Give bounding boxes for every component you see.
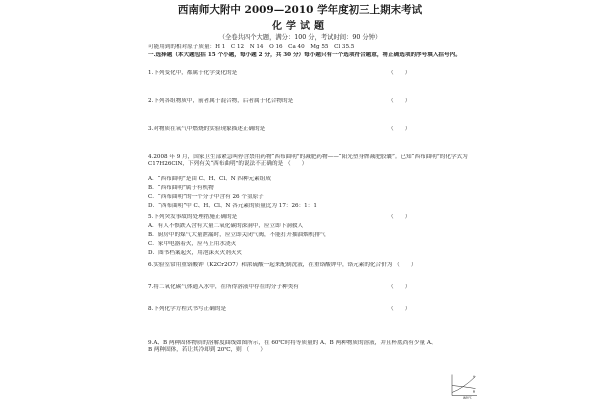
graph-x-label: 温度/℃ (463, 396, 472, 399)
question-1-stem: 1.下列变化中，都属于化学变化的是 （ ） (148, 70, 411, 76)
question-4-option-c: C．“西布曲明”的一个分子中含有 26 个氢原子 (148, 194, 264, 200)
exam-title: 西南师大附中 2009—2010 学年度初三上期末考试 (177, 4, 423, 16)
question-4-option-b: B．“西布曲明”属于有机物 (148, 185, 214, 191)
question-5-option-d: D．图书档案起火，用泡沫灭火剂灭火 (148, 250, 242, 256)
exam-subtitle: 化学试题 (272, 21, 328, 32)
question-7-stem: 7.将二氧化碳气体通入水中，在所得溶液中存在的分子种类有 （ ） (148, 284, 411, 290)
section1-heading: 一.选择题（本大题包括 15 个小题，每小题 2 分，共 30 分）每小题只有一个选项符合题意，将正确选项的序号填入括号内。 (148, 52, 461, 58)
curve-b-label: B (473, 389, 476, 394)
question-5-option-b: B．厨房中的煤气大量泄漏时，应立即关闭气阀，不能打开抽油烟机排气 (148, 232, 326, 238)
question-5-stem: 5.下列突发事故的处理措施正确的是 （ ） (148, 214, 411, 220)
question-4-stem: 4.2008 年 9 月，国家卫生部紧急叫停含禁用药物“西布曲明”的减肥药物——“阳光塑身牌减肥胶囊”。已知“西布曲明”的化学式为 C17H26ClN，下列有关“西布曲明”的说法不正确的是 （ ） (148, 154, 468, 167)
question-9-stem: 9.A、B 两种固体物质的溶解度曲线如图所示，在 60℃时将等质量的 A、B 两种物质的溶液，并且杯底尚有少量 A、B 两种固体，若让其冷却到 20℃，则 （ ） (148, 340, 437, 353)
question-6-stem: 6.实验室常用重铬酸钾（K2Cr2O7）和浓硫酸一起来配制洗液，在重铬酸钾中，铬元素的化合价为 （ ） (148, 262, 417, 268)
curve-a (452, 374, 476, 393)
solubility-curve-graph (448, 373, 478, 399)
question-4-option-a: A．“西布曲明”是由 C、H、Cl、N 四种元素组成 (148, 176, 271, 182)
question-5-option-c: C．家中电器着火，应马上用水浇灭 (148, 241, 237, 247)
question-5-option-a: A．有人不慎跌入含有大量二氧化碳的深洞中，应立即下洞救人 (148, 223, 304, 229)
question-8-stem: 8.下列化学方程式书写正确的是 （ ） (148, 306, 411, 312)
atomic-mass-line: 可能用到的相对原子质量：H 1 C 12 N 14 O 16 Ca 40 Mg 55 Cl 35.5 (148, 44, 355, 50)
solubility-curve-svg (448, 373, 478, 399)
exam-info: （全卷共四个大题，满分：100 分，考试时间：90 分钟） (218, 34, 382, 41)
question-2-stem: 2.下列各组物质中，前者属于混合物，后者属于化合物的是 （ ） (148, 98, 411, 104)
question-4-option-d: D．“西布曲明”中 C、H、Cl、N 各元素的质量比为 17：26：1：1 (148, 203, 317, 209)
question-3-stem: 3.对物质在氧气中燃烧的实验现象描述正确的是 （ ） (148, 126, 411, 132)
curve-a-label: A (473, 374, 476, 379)
